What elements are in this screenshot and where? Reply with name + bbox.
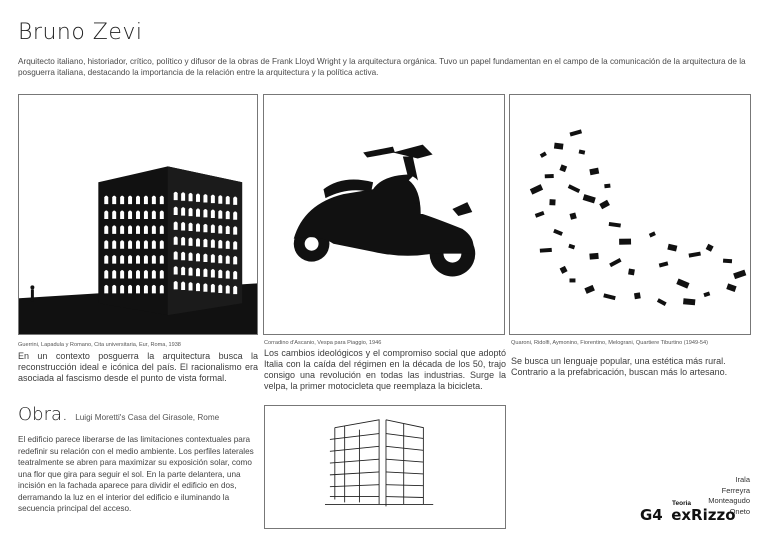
author-name: Oneto — [729, 506, 750, 516]
brand-name: exRizzo — [671, 506, 736, 524]
vespa-illustration — [264, 95, 504, 334]
site-plan-illustration — [510, 95, 750, 334]
caption-3: Quaroni, Ridolfi, Aymonino, Fiorentino, Melograni, Quartiere Tiburtino (1949-54) — [511, 340, 709, 346]
image-sketch — [264, 405, 506, 529]
author-name: Ferreyra — [721, 485, 750, 495]
obra-title: Obra. — [18, 404, 68, 425]
obra-heading — [18, 404, 219, 425]
author-name: Irala — [735, 475, 750, 484]
brand-logo — [640, 506, 736, 525]
brand-teoria: Teoria — [672, 500, 692, 507]
obra-subtitle: Luigi Moretti's Casa del Girasole, Rome — [75, 413, 220, 422]
text-2: Los cambios ideológicos y el compromiso social que adoptó Italia con la caída del régimen en la década de los 50, trajo consigo una revolución en todas las industrias. Surge la velpa, la primer motocicleta que reemplaza la bicicleta. — [264, 348, 506, 391]
image-palazzo — [18, 94, 258, 335]
brand-group: G4 — [640, 506, 663, 524]
image-vespa — [263, 94, 505, 335]
obra-text: El edificio parece liberarse de las limitaciones contextuales para redefinir su relación con el medio ambiente. Los perfiles laterales teatralmente se abren para maximizar su exposición solar, como una flor que gira para seguir el sol. En la parte delantera, una incisión en la fachada aparece para dividir el edificio en dos, derramando la luz en el interior del edificio e iluminando la secuencia principal del acceso. — [18, 435, 254, 513]
text-1: En un contexto posguerra la arquitectura busca la reconstrucción ideal e icónica del país. El racionalismo era asociada al fascismo desde el punto de vista formal. — [18, 351, 258, 383]
image-site-plan — [509, 94, 751, 335]
page-title: Bruno Zevi — [18, 20, 143, 45]
text-3: Se busca un lenguaje popular, una estética más rural. Contrario a la prefabricación, buscan más lo artesano. — [511, 356, 728, 377]
caption-2: Corradino d'Ascanio, Vespa para Piaggio, 1946 — [264, 340, 382, 346]
sketch-illustration — [265, 406, 505, 528]
author-name: Monteagudo — [708, 496, 750, 505]
caption-1: Guerrini, Lapadula y Romano, Cita universitaria, Eur, Roma, 1938 — [18, 342, 181, 348]
intro-paragraph: Arquitecto italiano, historiador, crítico, político y difusor de la obras de Frank Lloyd Wright y la arquitectura orgánica. Tuvo un papel fundamentan en el campo de la comunicación de la arquitectura de la posguerra italiana, destacando la importancia de la relación entre la arquitectura y la política activa. — [18, 57, 746, 77]
palazzo-illustration — [19, 95, 257, 334]
